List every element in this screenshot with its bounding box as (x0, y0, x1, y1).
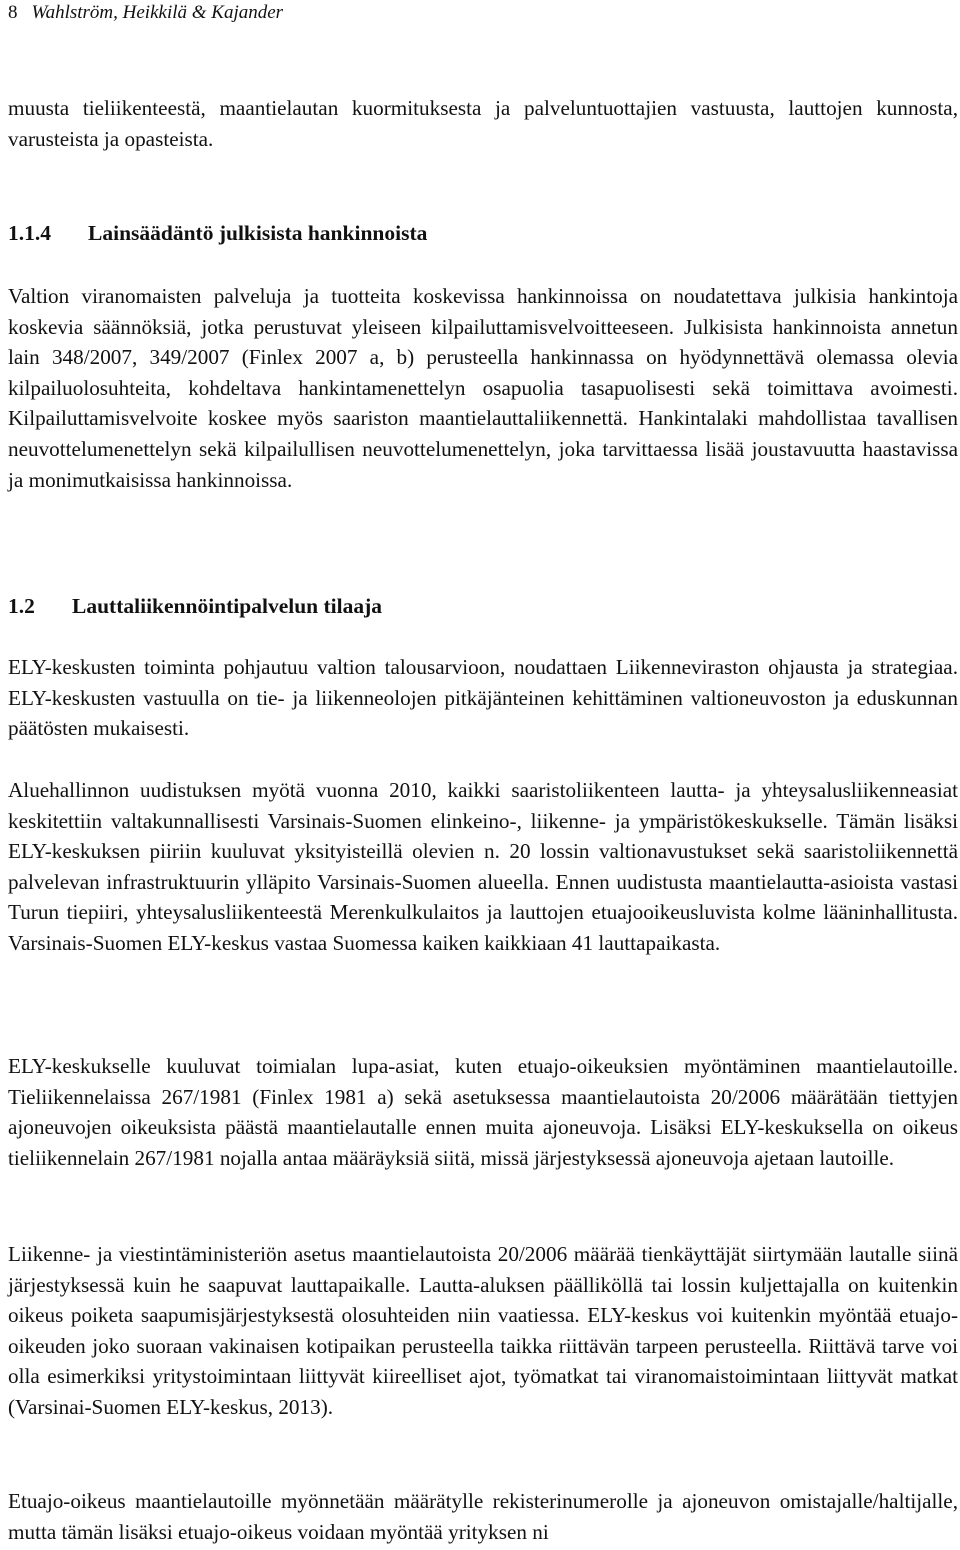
paragraph-permits: ELY-keskukselle kuuluvat toimialan lupa-asiat, kuten etuajo-oikeuksien myöntäminen maantielautoille. Tieliikennelaissa 267/1981 (Finlex 1981 a) sekä asetuksessa maantielautoista 20/2006 määrätään tiettyjen ajoneuvojen oikeuksista päästä maantielautalle ennen muita ajoneuvoja. Lisäksi ELY-keskuksella on oikeus tieliikennelain 267/1981 nojalla antaa määräyksiä siitä, missä järjestyksessä ajoneuvoja ajetaan lautoille. (8, 1054, 958, 1170)
paragraph-ferry-decree: Liikenne- ja viestintäministeriön asetus maantielautoista 20/2006 määrää tienkäyttäjät siirtymään lautalle siinä järjestyksessä kuin he saapuvat lauttapaikalle. Lautta-aluksen päälliköllä tai lossin kuljettajalla on kuitenkin oikeus poiketa saapumisjärjestyksestä olosuhteiden niin vaatiessa. ELY-keskus voi kuitenkin myöntää etuajo-oikeuden joko suoraan vakinaisen kotipaikan perusteella taikka riittävän tarpeen perusteella. Riittävä tarve voi olla esimerkiksi yritystoimintaan liittyvät kiireelliset ajot, työmatkat tai viranomaistoimintaan liittyvät matkat (Varsinai-Suomen ELY-keskus, 2013). (8, 1242, 958, 1419)
section-number: 1.1.4 (8, 221, 51, 245)
page-number: 8 (8, 2, 18, 23)
section-title: Lauttaliikennöintipalvelun tilaaja (72, 594, 383, 618)
paragraph-priority-right: Etuajo-oikeus maantielautoille myönnetään määrätylle rekisterinumerolle ja ajoneuvon omistajalle/haltijalle, mutta tämän lisäksi etuajo-oikeus voidaan myöntää yrityksen ni (8, 1489, 958, 1544)
section-heading-1-1-4 (8, 220, 427, 246)
running-header-authors: Wahlström, Heikkilä & Kajander (31, 2, 284, 23)
section-heading-1-2 (8, 593, 382, 619)
paragraph-intro-continued: muusta tieliikenteestä, maantielautan kuormituksesta ja palveluntuottajien vastuusta, lauttojen kunnosta, varusteista ja opasteista. (8, 96, 958, 151)
paragraph-regional-reform: Aluehallinnon uudistuksen myötä vuonna 2010, kaikki saaristoliikenteen lautta- ja yhteysalusliikenneasiat keskitettiin valtakunnallisesti Varsinais-Suomen elinkeino-, liikenne- ja ympäristökeskukselle. Tämän lisäksi ELY-keskuksen piiriin kuuluvat yksityisteillä olevien n. 20 lossin valtionavustukset sekä saaristoliikennettä palvelevan infrastruktuurin ylläpito Varsinais-Suomen alueella. Ennen uudistusta maantielautta-asioista vastasi Turun tiepiiri, yhteysalusliikenteestä Merenkulkulaitos ja lauttojen etuajooikeusluvista kolme lääninhallitusta. Varsinais-Suomen ELY-keskus vastaa Suomessa kaiken kaikkiaan 41 lauttapaikasta. (8, 778, 958, 955)
section-number: 1.2 (8, 594, 35, 618)
running-header (8, 2, 283, 24)
paragraph-ely-centres: ELY-keskusten toiminta pohjautuu valtion talousarvioon, noudattaen Liikenneviraston ohjausta ja strategiaa. ELY-keskusten vastuulla on tie- ja liikenneolojen pitkäjänteinen kehittäminen valtioneuvoston ja eduskunnan päätösten mukaisesti. (8, 655, 958, 741)
paragraph-procurement-law: Valtion viranomaisten palveluja ja tuotteita koskevissa hankinnoissa on noudatettava julkisia hankintoja koskevia säännöksiä, jotka perustuvat yleiseen kilpailuttamisvelvoitteeseen. Julkisista hankinnoista annetun lain 348/2007, 349/2007 (Finlex 2007 a, b) perusteella hankinnassa on hyödynnettävä olemassa olevia kilpailuolosuhteita, kohdeltava hankintamenettelyn osapuolia tasapuolisesti sekä toimittava avoimesti. Kilpailuttamisvelvoite koskee myös saariston maantielauttaliikennettä. Hankintalaki mahdollistaa tavallisen neuvottelumenettelyn sekä kilpailullisen neuvottelumenettelyn, joka tarvittaessa lisää joustavuutta haastavissa ja monimutkaisissa hankinnoissa. (8, 284, 958, 492)
section-title: Lainsäädäntö julkisista hankinnoista (88, 221, 428, 245)
